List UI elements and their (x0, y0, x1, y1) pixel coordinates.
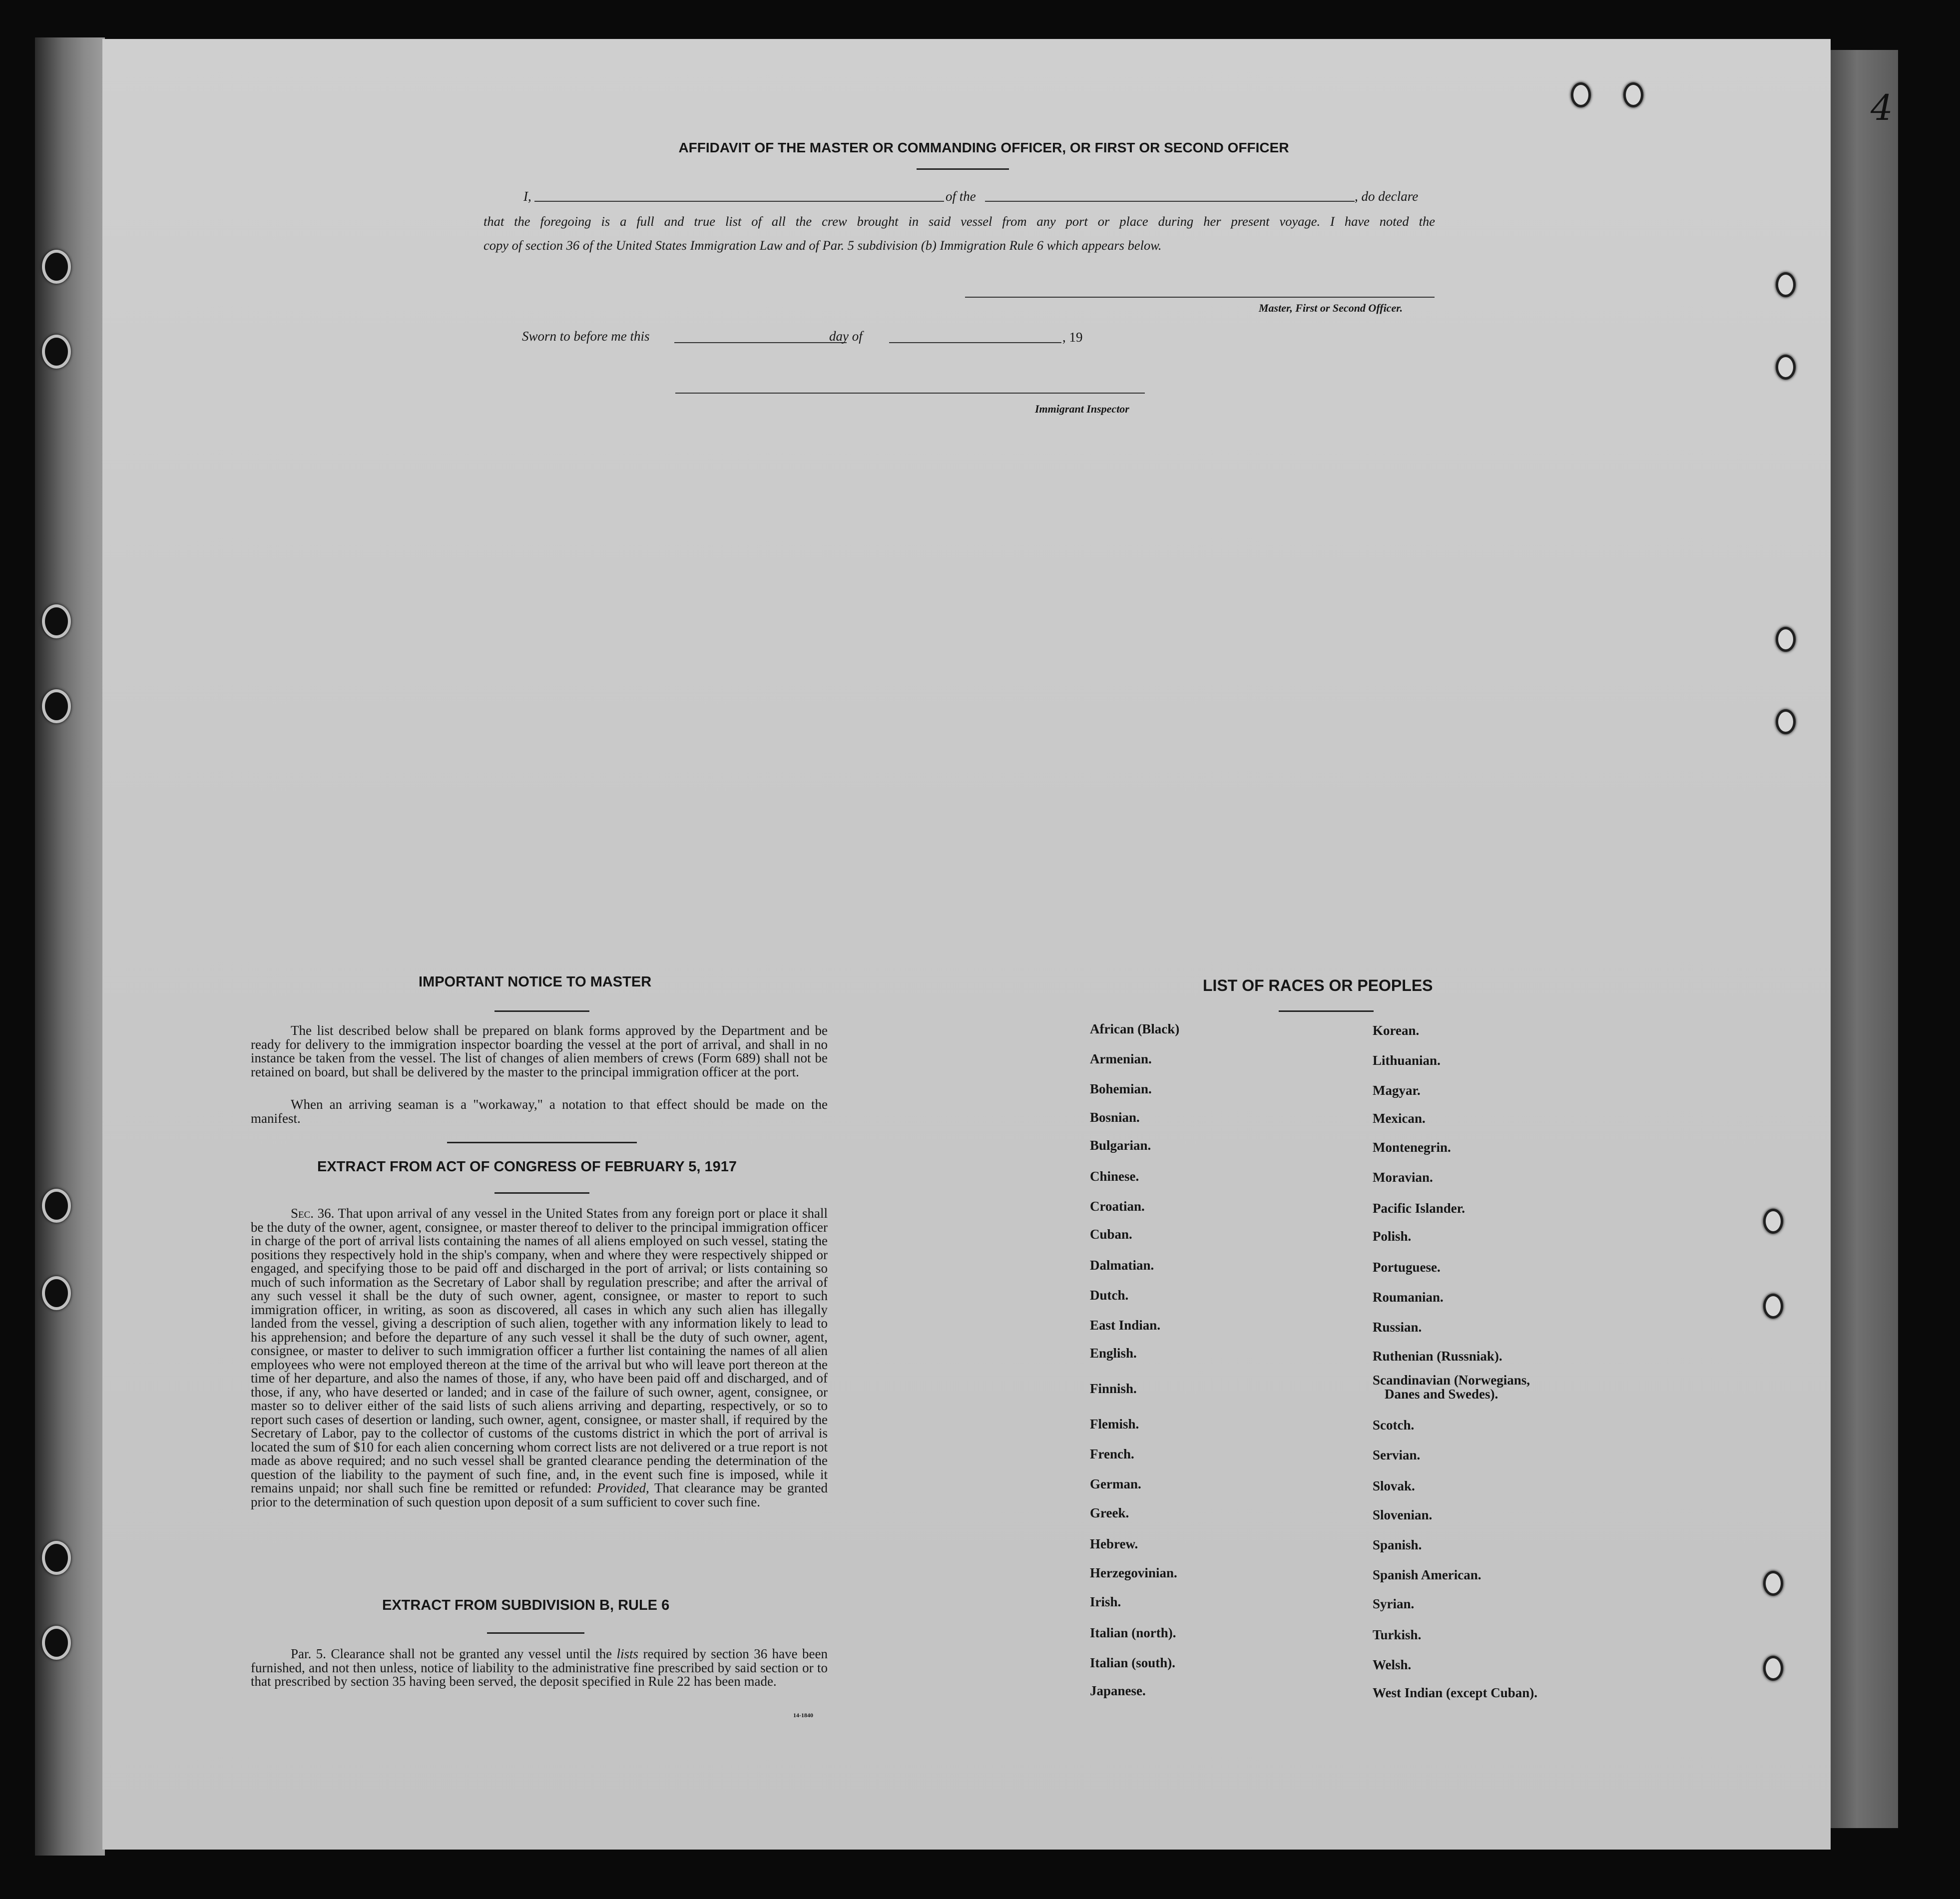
race-item: African (Black) (1090, 1021, 1180, 1036)
race-item: Bulgarian. (1090, 1138, 1151, 1153)
officer-name-field[interactable] (534, 201, 944, 202)
race-item: Italian (north). (1090, 1625, 1176, 1640)
race-item: Moravian. (1373, 1170, 1433, 1185)
race-item: Russian. (1373, 1320, 1422, 1335)
inspector-label: Immigrant Inspector (1035, 403, 1129, 415)
race-item: Pacific Islander. (1373, 1201, 1465, 1216)
vessel-name-field[interactable] (985, 201, 1355, 202)
race-item: Spanish. (1373, 1537, 1422, 1552)
race-item: German. (1090, 1476, 1141, 1491)
race-item: Finnish. (1090, 1381, 1137, 1396)
punch-hole-icon (1623, 82, 1643, 107)
punch-hole-icon (1763, 1209, 1783, 1234)
race-item: Scandinavian (Norwegians, (1373, 1373, 1530, 1388)
form-code: 14-1840 (793, 1712, 813, 1719)
binding-strip-left (35, 37, 105, 1856)
race-item: Polish. (1373, 1229, 1412, 1244)
punch-hole-icon (1763, 1656, 1783, 1681)
race-item: Servian. (1373, 1447, 1421, 1462)
affidavit-line-1: that the foregoing is a full and true list of all the crew brought in said vessel from any port or place during her present voyage. I have noted the (484, 214, 1435, 229)
race-item: Lithuanian. (1373, 1053, 1441, 1068)
race-item: Dutch. (1090, 1288, 1129, 1303)
rule-6-text: Par. 5. Clearance shall not be granted any vessel until the lists required by section 36 have been furnished, and not then unless, notice of liability to the administrative fine prescribed by said section or to that prescribed by section 35 having been served, the deposit specified in Rule 22 has been made. (251, 1646, 828, 1689)
race-item: Portuguese. (1373, 1260, 1441, 1275)
divider (494, 1010, 589, 1012)
race-item: Turkish. (1373, 1627, 1422, 1642)
race-item: Italian (south). (1090, 1655, 1176, 1670)
affidavit-title: AFFIDAVIT OF THE MASTER OR COMMANDING OFFICER, OR FIRST OR SECOND OFFICER (678, 140, 1289, 155)
document-sheet (102, 39, 1831, 1850)
officer-signature-field[interactable] (965, 297, 1435, 298)
race-item: French. (1090, 1446, 1134, 1461)
notice-title: IMPORTANT NOTICE TO MASTER (419, 974, 652, 990)
punch-hole-icon (42, 604, 71, 638)
notice-paragraph-1: The list described below shall be prepared on blank forms approved by the Department and be ready for delivery to the immigration inspector boarding the vessel at the port of arrival, and shall in no instance be taken from the vessel. The list of changes of alien members of crews (Form 689) shall not be retained on board, but shall be delivered by the master to the principal immigration officer at the port. (251, 1023, 828, 1079)
race-item: West Indian (except Cuban). (1373, 1685, 1538, 1700)
officer-signature-label: Master, First or Second Officer. (1259, 302, 1403, 314)
race-item: Armenian. (1090, 1051, 1152, 1066)
race-item: Montenegrin. (1373, 1140, 1451, 1155)
race-item: Irish. (1090, 1594, 1121, 1609)
punch-hole-icon (1776, 709, 1796, 734)
race-item: Korean. (1373, 1023, 1420, 1038)
punch-hole-icon (1763, 1294, 1783, 1319)
punch-hole-icon (42, 335, 71, 369)
race-item: Roumanian. (1373, 1290, 1444, 1305)
race-item: Danes and Swedes). (1385, 1387, 1498, 1402)
affidavit-line-2: copy of section 36 of the United States Immigration Law and of Par. 5 subdivision (b) Immigration Rule 6 which appears below. (484, 238, 1162, 253)
sworn-month-field[interactable] (889, 342, 1061, 343)
punch-hole-icon (42, 1189, 71, 1223)
divider (494, 1192, 589, 1194)
race-item: Bosnian. (1090, 1110, 1140, 1125)
race-item: Spanish American. (1373, 1567, 1481, 1582)
divider (1279, 1010, 1374, 1012)
sworn-label: Sworn to before me this (522, 329, 650, 344)
punch-hole-icon (1763, 1571, 1783, 1596)
divider (487, 1632, 584, 1634)
extract-act-title: EXTRACT FROM ACT OF CONGRESS OF FEBRUARY 5, 1917 (317, 1159, 737, 1175)
divider (447, 1142, 637, 1143)
affidavit-of-the-label: of the (946, 189, 976, 204)
inspector-signature-field[interactable] (675, 393, 1145, 394)
punch-hole-icon (1776, 627, 1796, 652)
race-item: Greek. (1090, 1505, 1129, 1520)
punch-hole-icon (42, 689, 71, 723)
notice-paragraph-2: When an arriving seaman is a "workaway," a notation to that effect should be made on the manifest. (251, 1097, 828, 1126)
race-item: East Indian. (1090, 1318, 1161, 1333)
race-item: Cuban. (1090, 1227, 1132, 1242)
section-36-text: Sec. 36. That upon arrival of any vessel in the United States from any foreign port or place it shall be the duty of the owner, agent, consignee, or master thereof to deliver to the principal immigration officer in charge of the port of arrival lists containing the names of all aliens employed on such vessel, stating the positions they respectively hold in the ship's company, when and where they were respectively shipped or engaged, and specifying those to be paid off and discharged in the port of arrival; or lists containing so much of such information as the Secretary of Labor shall by regulation prescribe; and after the arrival of any such vessel it shall be the duty of such owner, agent, consignee, or master to report to such immigration officer, in writing, as soon as discovered, all cases in which any such alien has illegally landed from the vessel, giving a description of such alien, together with any information likely to lead to his apprehension; and before the departure of any such vessel it shall be the duty of such owner, agent, consignee, or master to deliver to such immigration officer a further list containing the names of all alien employees who were not employed thereon at the time of the arrival but who will leave port thereon at the time of her departure, and also the names of those, if any, who have been paid off and discharged, and of those, if any, who have deserted or landed; and in case of the failure of such owner, agent, consignee, or master so to deliver either of the said lists of such aliens arriving and departing, respectively, or so to report such cases of desertion or landing, such owner, agent, consignee, or master shall, if required by the Secretary of Labor, pay to the collector of customs of the customs district in which the port of arrival is located the sum of $10 for each alien concerning whom correct lists are not delivered or a true report is not made as above required; and no such vessel shall be granted clearance pending the determination of the question of the liability to the payment of such fine, and, in the event such fine is imposed, while it remains unpaid; nor shall such fine be remitted or refunded: Provided, That clearance may be granted prior to the determination of such question upon deposit of a sum sufficient to cover such fine. (251, 1206, 828, 1509)
race-item: English. (1090, 1346, 1137, 1361)
affidavit-do-declare: , do declare (1355, 189, 1419, 204)
race-item: Herzegovinian. (1090, 1565, 1177, 1580)
race-item: Bohemian. (1090, 1081, 1152, 1096)
handwritten-page-mark: 4 (1871, 87, 1893, 128)
race-item: Syrian. (1373, 1596, 1415, 1611)
extract-rule-title: EXTRACT FROM SUBDIVISION B, RULE 6 (382, 1597, 670, 1613)
race-item: Chinese. (1090, 1169, 1139, 1184)
punch-hole-icon (42, 1626, 71, 1660)
race-item: Ruthenian (Russniak). (1373, 1349, 1502, 1364)
year-prefix: , 19 (1062, 330, 1083, 345)
affidavit-i-label: I, (523, 189, 531, 204)
race-item: Scotch. (1373, 1418, 1415, 1432)
punch-hole-icon (42, 250, 71, 284)
race-item: Flemish. (1090, 1417, 1139, 1431)
race-item: Welsh. (1373, 1657, 1412, 1672)
punch-hole-icon (1571, 82, 1591, 107)
races-title: LIST OF RACES OR PEOPLES (1203, 976, 1433, 994)
race-item: Japanese. (1090, 1683, 1146, 1698)
divider (917, 168, 1009, 170)
race-item: Magyar. (1373, 1083, 1421, 1098)
punch-hole-icon (42, 1541, 71, 1575)
race-item: Slovak. (1373, 1478, 1415, 1493)
day-of-label: day of (829, 329, 863, 344)
race-item: Dalmatian. (1090, 1258, 1154, 1273)
race-item: Hebrew. (1090, 1536, 1138, 1551)
punch-hole-icon (42, 1276, 71, 1310)
sworn-day-field[interactable] (674, 342, 847, 343)
binding-strip-right (1829, 50, 1898, 1828)
punch-hole-icon (1776, 272, 1796, 297)
race-item: Mexican. (1373, 1111, 1426, 1126)
race-item: Croatian. (1090, 1199, 1145, 1214)
punch-hole-icon (1776, 355, 1796, 380)
race-item: Slovenian. (1373, 1507, 1433, 1522)
